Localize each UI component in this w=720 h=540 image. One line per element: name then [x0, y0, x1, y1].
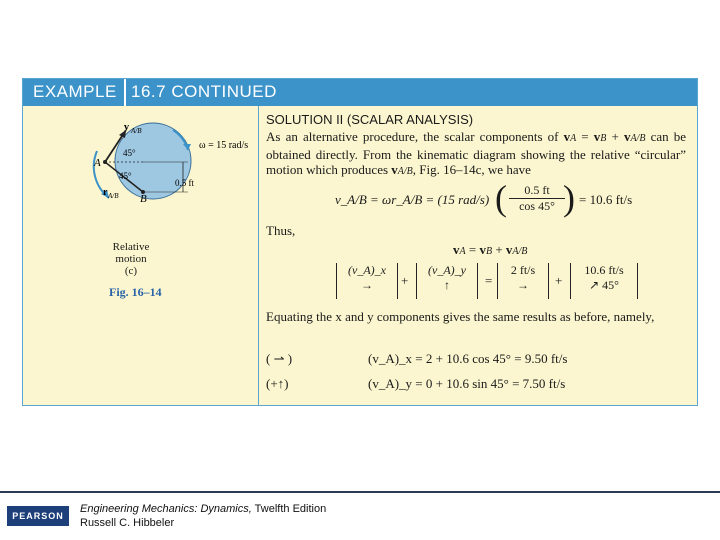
book-edition: Twelfth Edition	[251, 503, 327, 515]
eq1-fraction	[509, 183, 565, 214]
x-component-equation: (v_A)_x = 2 + 10.6 cos 45° = 9.50 ft/s	[368, 351, 568, 366]
eq1-numerator: 0.5 ft	[509, 183, 565, 199]
point-b-label: B	[140, 193, 147, 205]
angle-label-1: 45°	[123, 148, 136, 158]
vab-label: v	[124, 122, 129, 133]
figure-number: Fig. 16–14	[109, 285, 162, 299]
figure-caption	[99, 241, 163, 277]
angle-label-2: 45°	[119, 171, 132, 181]
book-author: Russell C. Hibbeler	[80, 517, 175, 529]
header-divider	[124, 79, 126, 106]
matrix-vab	[570, 263, 638, 299]
eq1-rhs: = 10.6 ft/s	[579, 192, 633, 207]
matrix-3-top: 2 ft/s	[510, 263, 536, 277]
thus-label: Thus,	[266, 223, 296, 238]
plus-2: +	[555, 273, 563, 288]
continued-label: CONTINUED	[171, 82, 277, 101]
pearson-logo: PEARSON	[7, 506, 69, 526]
eq1-paren-right: )	[563, 178, 575, 218]
matrix-4-top: 10.6 ft/s	[584, 263, 624, 277]
book-title-italic: Engineering Mechanics: Dynamics,	[80, 503, 252, 515]
y-component-equation: (v_A)_y = 0 + 10.6 sin 45° = 7.50 ft/s	[368, 376, 566, 391]
matrix-vb	[497, 263, 549, 299]
y-direction-label: (+↑)	[266, 376, 289, 391]
vab-sub-label: A/B	[131, 127, 142, 135]
matrix-va-y	[416, 263, 478, 299]
matrix-1-top: (v_A)_x	[348, 263, 386, 277]
dimension-label: 0.5 ft	[175, 178, 194, 188]
column-divider	[258, 106, 259, 406]
eq1-paren-left: (	[495, 178, 507, 218]
solution-title: SOLUTION II (SCALAR ANALYSIS)	[266, 112, 474, 127]
solution-paragraph-1: As an alternative procedure, the scalar components of vA = vB + vA/B can be obtained directly. From the kinematic diagram showing the relative “circular” motion which produces vA/B, Fig. 16–14c, we have	[266, 129, 686, 177]
eq1-denominator: cos 45°	[519, 199, 555, 213]
kinematic-diagram	[23, 106, 258, 226]
matrix-2-bot: ↑	[444, 278, 450, 292]
example-header	[23, 79, 697, 106]
example-number: 16.7	[131, 82, 167, 101]
solution-paragraph-2: Equating the x and y components gives the same results as before, namely,	[266, 309, 655, 324]
caption-line-1: Relative motion	[112, 241, 150, 265]
matrix-va-x	[336, 263, 398, 299]
matrix-3-bot: →	[517, 278, 529, 292]
point-a-label: A	[94, 157, 101, 169]
matrix-2-top: (v_A)_y	[428, 263, 466, 277]
matrix-1-bot: →	[361, 278, 373, 292]
caption-line-2: (c)	[124, 265, 138, 277]
matrix-4-bot: ↗ 45°	[589, 278, 619, 292]
rab-label: r	[103, 187, 108, 198]
figure-area	[23, 106, 258, 406]
rab-sub-label: A/B	[108, 192, 119, 200]
equation-va: vA = vB + vA/B	[453, 242, 528, 257]
book-title	[80, 503, 326, 515]
plus-1: +	[401, 273, 409, 288]
example-title	[131, 82, 277, 102]
eq1-lhs: v_A/B = ωr_A/B = (15 rad/s)	[335, 192, 490, 207]
equation-vab	[335, 192, 489, 208]
x-direction-label: ( ⇀ )	[266, 351, 293, 366]
footer-divider	[0, 491, 720, 493]
equals-sign: =	[485, 273, 493, 288]
example-label: EXAMPLE	[33, 82, 117, 101]
omega-label: ω = 15 rad/s	[199, 140, 249, 151]
example-panel	[22, 78, 698, 406]
